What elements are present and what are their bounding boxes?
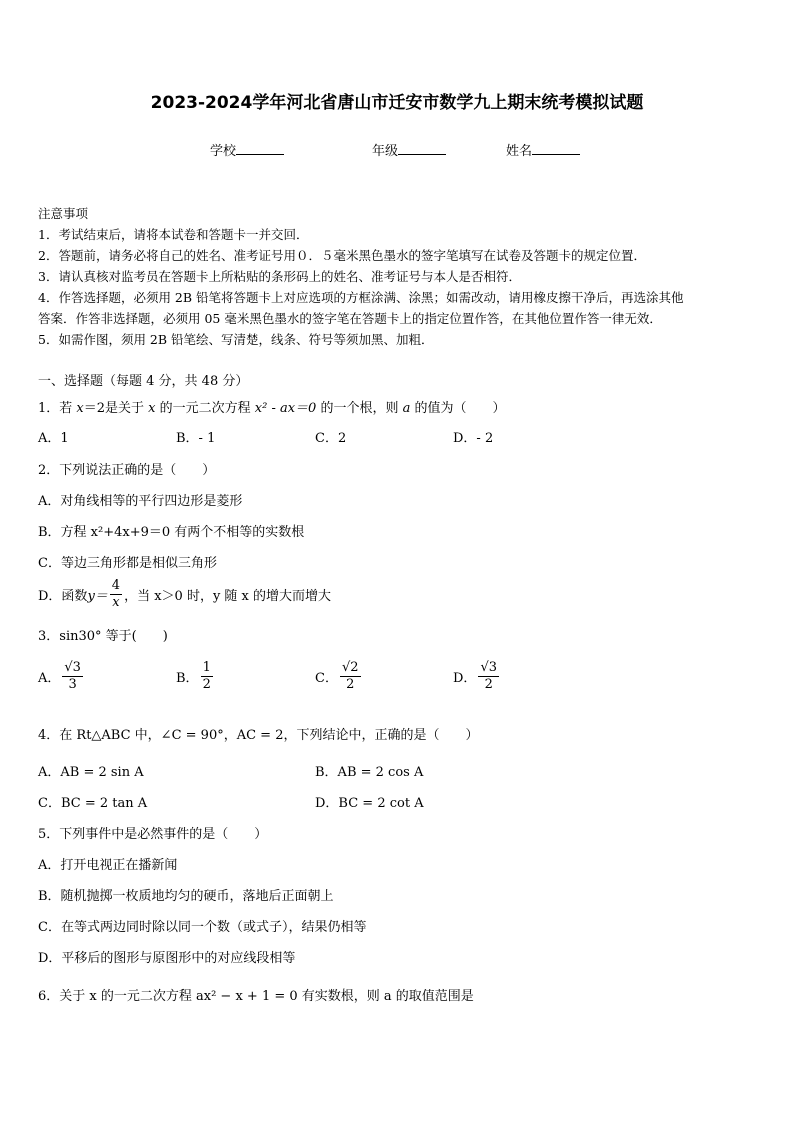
fraction: $\frac{4}{x}$ (111, 578, 121, 610)
q4-option-d: D．BC = 2 cot A (315, 796, 424, 811)
name-field (506, 140, 580, 159)
name-blank (532, 142, 580, 155)
question-5: 5．下列事件中是必然事件的是（ ） (38, 827, 268, 842)
notice-item: 2．答题前，请务必将自己的姓名、准考证号用０．５毫米黑色墨水的签字笔填写在试卷及答题卡的规定位置． (38, 248, 646, 263)
question-2: 2．下列说法正确的是（ ） (38, 463, 216, 478)
q3-option-c: C． $\frac{√2}{2}$ (315, 660, 359, 692)
q5-option-a: A．打开电视正在播新闻 (38, 858, 178, 873)
q2-option-d: D．函数y＝ $\frac{4}{x}$ ，当 x＞0 时，y 随 x 的增大而增大 (38, 578, 332, 610)
q2-option-c: C．等边三角形都是相似三角形 (38, 556, 217, 571)
grade-label: 年级 (372, 144, 399, 159)
name-label: 姓名 (506, 144, 533, 159)
q2-option-a: A．对角线相等的平行四边形是菱形 (38, 494, 243, 509)
q3-option-a: A． $\frac{√3}{3}$ (38, 660, 81, 692)
q1-option-d: D．- 2 (453, 431, 494, 446)
q3-option-b: B． $\frac{1}{2}$ (176, 660, 211, 692)
notice-item: 1．考试结束后，请将本试卷和答题卡一并交回． (38, 227, 309, 242)
question-6: 6．关于 x 的一元二次方程 ax² − x + 1 = 0 有实数根，则 a 的取值范围是 (38, 989, 474, 1004)
q1-option-a: A．1 (38, 431, 69, 446)
section-heading: 一、选择题（每题 4 分，共 48 分） (38, 374, 249, 389)
q1-option-b: B．- 1 (176, 431, 216, 446)
notice-item: 答案．作答非选择题，必须用 05 毫米黑色墨水的签字笔在答题卡上的指定位置作答，在其他位置作答一律无效． (38, 311, 662, 326)
q5-option-c: C．在等式两边同时除以同一个数（或式子），结果仍相等 (38, 920, 367, 935)
question-4: 4．在 Rt△ABC 中，∠C = 90°，AC = 2，下列结论中，正确的是（ ） (38, 728, 479, 743)
notice-heading: 注意事项 (38, 206, 89, 221)
school-label: 学校 (210, 144, 237, 159)
notice-item: 3．请认真核对监考员在答题卡上所粘贴的条形码上的姓名、准考证号与本人是否相符． (38, 269, 521, 284)
question-3: 3．sin30° 等于( ) (38, 629, 168, 644)
q4-option-a: A．AB = 2 sin A (38, 765, 144, 780)
q4-option-b: B．AB = 2 cos A (315, 765, 424, 780)
question-1: 1．若 x＝2是关于 x 的一元二次方程 x² - ax＝0 的一个根，则 a 的值为（ ） (38, 401, 506, 416)
q3-option-d: D． $\frac{√3}{2}$ (453, 660, 497, 692)
q4-option-c: C．BC = 2 tan A (38, 796, 148, 811)
q1-option-c: C．2 (315, 431, 347, 446)
grade-blank (398, 142, 446, 155)
notice-item: 4．作答选择题，必须用 2B 铅笔将答题卡上对应选项的方框涂满、涂黑；如需改动，请用橡皮擦干净后，再选涂其他 (38, 290, 684, 305)
page-title: 2023-2024学年河北省唐山市迁安市数学九上期末统考模拟试题 (150, 93, 644, 113)
notice-item: 5．如需作图，须用 2B 铅笔绘、写清楚，线条、符号等须加黑、加粗． (38, 332, 434, 347)
school-blank (236, 142, 284, 155)
q2-option-b: B．方程 x²+4x+9＝0 有两个不相等的实数根 (38, 525, 305, 540)
grade-field (372, 140, 446, 159)
q5-option-b: B．随机抛掷一枚质地均匀的硬币，落地后正面朝上 (38, 889, 334, 904)
q5-option-d: D．平移后的图形与原图形中的对应线段相等 (38, 951, 296, 966)
school-field (210, 140, 284, 159)
